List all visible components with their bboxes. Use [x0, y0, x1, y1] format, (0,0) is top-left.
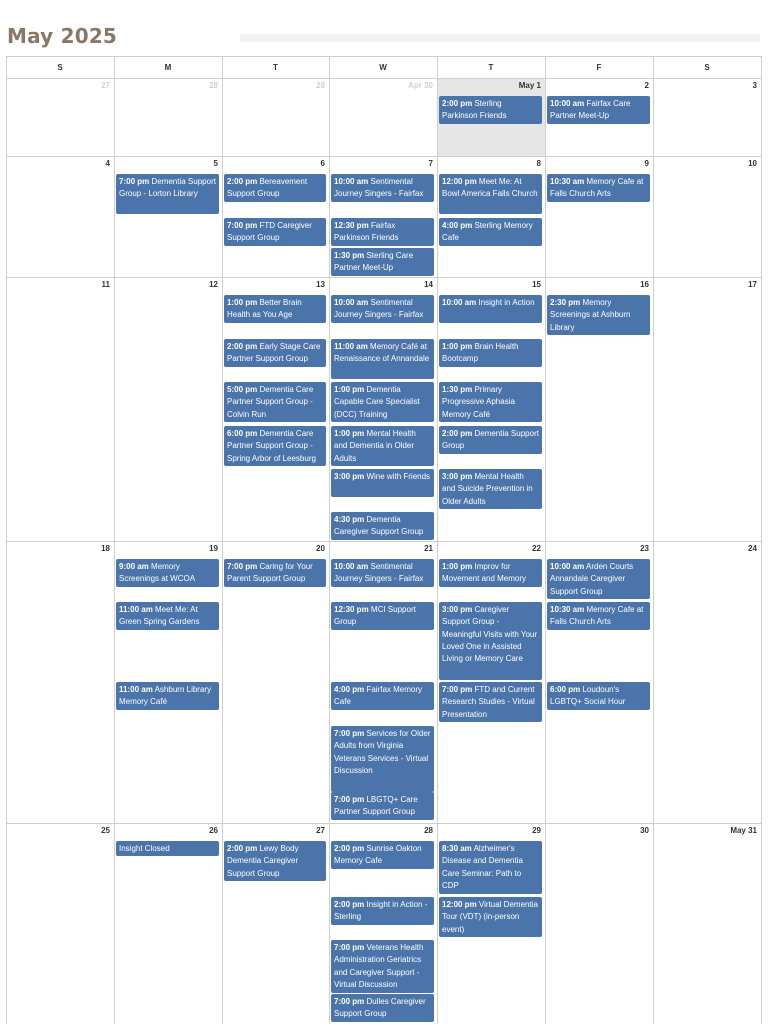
event-title: LBGTQ+ Care Partner Support Group	[334, 795, 418, 817]
event-title: Loudoun's LGBTQ+ Social Hour	[550, 685, 626, 707]
event-title: Memory Screenings at Ashburn Library	[550, 298, 631, 332]
event-time: 2:00 pm	[227, 844, 258, 853]
weekday-header: F	[596, 63, 602, 72]
event-time: 11:00 am	[119, 605, 153, 614]
event-title: Dementia Caregiver Support Group	[334, 515, 424, 537]
event-item[interactable]	[116, 174, 219, 214]
event-time: 10:00 am	[550, 562, 585, 571]
event-title: Dulles Caregiver Support Group	[334, 997, 426, 1019]
event-time: 12:30 pm	[334, 605, 369, 614]
event-time: 2:00 pm	[334, 844, 365, 853]
event-item[interactable]	[547, 602, 650, 630]
event-item[interactable]	[224, 174, 326, 202]
event-item[interactable]	[331, 559, 434, 587]
grid-vline	[545, 56, 546, 1024]
event-time: 3:00 pm	[334, 472, 365, 481]
event-item[interactable]	[116, 602, 219, 630]
day-number: 18	[101, 544, 110, 553]
event-title: Dementia Care Partner Support Group - Colvin Run	[227, 385, 314, 419]
event-title: Improv for Movement and Memory	[442, 562, 527, 584]
event-title: Memory Café at Renaissance of Annandale	[334, 342, 430, 364]
event-time: 7:00 pm	[334, 795, 365, 804]
event-item[interactable]	[439, 469, 542, 509]
event-item[interactable]	[331, 841, 434, 869]
event-title: Memory Screenings at WCOA	[119, 562, 196, 584]
event-title: FTD Caregiver Support Group	[227, 221, 312, 243]
event-item[interactable]	[331, 248, 434, 276]
day-number: 14	[424, 280, 433, 289]
day-number: 5	[213, 159, 218, 168]
event-title: Sentimental Journey Singers - Fairfax	[334, 177, 424, 199]
event-title: Insight in Action	[478, 298, 535, 307]
weekday-header: S	[57, 63, 63, 72]
event-item[interactable]	[547, 295, 650, 335]
event-item[interactable]	[331, 426, 434, 466]
event-time: 8:30 am	[442, 844, 472, 853]
event-title: Bereavement Support Group	[227, 177, 308, 199]
event-title: Caregiver Support Group - Meaningful Visits with Your Loved One in Assisted Living or Memory Care	[442, 605, 538, 664]
event-title: Brain Health Bootcamp	[442, 342, 519, 364]
event-item[interactable]	[224, 559, 326, 587]
grid-hline	[6, 156, 762, 157]
event-time: 3:00 pm	[442, 605, 473, 614]
event-time: 2:30 pm	[550, 298, 581, 307]
event-time: 1:00 pm	[227, 298, 258, 307]
event-item[interactable]	[331, 897, 434, 925]
event-title: Services for Older Adults from Virginia Veterans Services - Virtual Discussion	[334, 729, 431, 775]
day-number: 3	[752, 81, 757, 90]
event-time: 7:00 pm	[334, 943, 365, 952]
event-time: 2:00 pm	[227, 342, 258, 351]
grid-hline	[6, 541, 762, 542]
day-number: 27	[101, 81, 110, 90]
event-time: 2:00 pm	[442, 429, 473, 438]
day-number: Apr 30	[408, 81, 433, 90]
event-item[interactable]	[331, 602, 434, 630]
event-item[interactable]	[439, 218, 542, 246]
event-item[interactable]	[116, 841, 219, 856]
event-title: Memory Cafe at Falls Church Arts	[550, 177, 644, 199]
event-title: Primary Progressive Aphasia Memory Café	[442, 385, 515, 419]
grid-vline	[437, 56, 438, 1024]
event-item[interactable]	[439, 295, 542, 323]
event-title: Wine with Friends	[366, 472, 431, 481]
event-title: Sentimental Journey Singers - Fairfax	[334, 298, 424, 320]
day-number: 29	[532, 826, 541, 835]
event-time: 1:00 pm	[442, 562, 473, 571]
day-number: May 31	[730, 826, 757, 835]
event-item[interactable]	[331, 994, 434, 1022]
event-item[interactable]	[439, 897, 542, 937]
event-title: Caring for Your Parent Support Group	[227, 562, 313, 584]
event-time: 2:00 pm	[227, 177, 258, 186]
event-item[interactable]	[439, 339, 542, 367]
event-title: Mental Health and Suicide Prevention in Older Adults	[442, 472, 533, 506]
event-item[interactable]	[547, 682, 650, 710]
day-number: 26	[209, 826, 218, 835]
event-time: 10:00 am	[334, 298, 369, 307]
event-item[interactable]	[224, 382, 326, 422]
event-item[interactable]	[224, 218, 326, 246]
event-title: Fairfax Parkinson Friends	[334, 221, 399, 243]
day-number: May 1	[518, 81, 541, 90]
event-item[interactable]	[547, 174, 650, 202]
event-title: Better Brain Health as You Age	[227, 298, 302, 320]
event-time: 10:00 am	[334, 177, 369, 186]
event-time: 10:30 am	[550, 177, 585, 186]
event-title: Dementia Support Group - Lorton Library	[119, 177, 216, 199]
event-title: Mental Health and Dementia in Older Adults	[334, 429, 416, 463]
weekday-header: T	[488, 63, 494, 72]
event-time: 2:00 pm	[442, 99, 473, 108]
event-title: Sentimental Journey Singers - Fairfax	[334, 562, 424, 584]
event-item[interactable]	[224, 841, 326, 881]
day-number: 21	[424, 544, 433, 553]
day-number: 7	[428, 159, 433, 168]
event-item[interactable]	[439, 841, 542, 894]
day-number: 28	[209, 81, 218, 90]
day-number: 6	[320, 159, 325, 168]
event-item[interactable]	[439, 96, 542, 124]
event-title: Meet Me: At Bowl America Falls Church	[442, 177, 538, 199]
event-title: Fairfax Care Partner Meet-Up	[550, 99, 631, 121]
day-number: 29	[316, 81, 325, 90]
event-title: Alzheimer's Disease and Dementia Care Seminar: Path to CDP	[442, 844, 523, 890]
event-item[interactable]	[547, 96, 650, 124]
event-time: 12:30 pm	[334, 221, 369, 230]
day-number: 2	[644, 81, 649, 90]
event-time: 1:00 pm	[334, 429, 365, 438]
day-number: 28	[424, 826, 433, 835]
day-number: 17	[748, 280, 757, 289]
event-time: 7:00 pm	[227, 221, 258, 230]
event-time: 5:00 pm	[227, 385, 258, 394]
event-item[interactable]	[224, 295, 326, 323]
event-time: 7:00 pm	[442, 685, 473, 694]
event-item[interactable]	[331, 295, 434, 323]
event-time: 9:00 am	[119, 562, 149, 571]
event-time: 11:00 am	[119, 685, 153, 694]
event-title: Sunrise Oakton Memory Cafe	[334, 844, 422, 866]
event-time: 4:00 pm	[442, 221, 473, 230]
day-number: 4	[105, 159, 110, 168]
event-item[interactable]	[331, 512, 434, 540]
event-item[interactable]	[331, 382, 434, 422]
grid-hline	[6, 277, 762, 278]
event-item[interactable]	[331, 726, 434, 792]
event-time: 7:00 pm	[119, 177, 150, 186]
event-title: Ashburn Library Memory Café	[119, 685, 212, 707]
event-item[interactable]	[439, 559, 542, 587]
event-title: Meet Me: At Green Spring Gardens	[119, 605, 200, 627]
event-time: 6:00 pm	[550, 685, 581, 694]
event-time: 12:00 pm	[442, 177, 477, 186]
day-number: 20	[316, 544, 325, 553]
event-item[interactable]	[439, 382, 542, 422]
event-time: 11:00 am	[334, 342, 368, 351]
event-item[interactable]	[331, 682, 434, 710]
day-number: 27	[316, 826, 325, 835]
grid-vline	[114, 56, 115, 1024]
event-item[interactable]	[331, 174, 434, 202]
event-title: Insight in Action - Sterling	[334, 900, 428, 922]
event-item[interactable]	[331, 469, 434, 497]
event-item[interactable]	[116, 559, 219, 587]
event-time: 2:00 pm	[334, 900, 365, 909]
event-item[interactable]	[224, 426, 326, 466]
day-number: 24	[748, 544, 757, 553]
event-item[interactable]	[331, 218, 434, 246]
event-title: Insight Closed	[119, 844, 170, 853]
day-number: 8	[536, 159, 541, 168]
event-time: 6:00 pm	[227, 429, 258, 438]
event-item[interactable]	[439, 174, 542, 214]
event-time: 10:00 am	[334, 562, 369, 571]
event-item[interactable]	[224, 339, 326, 367]
grid-vline	[329, 56, 330, 1024]
event-item[interactable]	[116, 682, 219, 710]
event-item[interactable]	[439, 682, 542, 722]
header-divider	[240, 34, 760, 42]
event-item[interactable]	[331, 792, 434, 820]
weekday-header: T	[273, 63, 278, 72]
day-number: 12	[209, 280, 218, 289]
weekday-header: S	[704, 63, 710, 72]
event-item[interactable]	[331, 940, 434, 993]
event-time: 7:00 pm	[227, 562, 258, 571]
event-time: 10:00 am	[442, 298, 477, 307]
weekday-header: W	[379, 63, 387, 72]
grid-vline	[222, 56, 223, 1024]
day-number: 15	[532, 280, 541, 289]
event-time: 4:00 pm	[334, 685, 365, 694]
event-time: 10:00 am	[550, 99, 585, 108]
event-title: Sterling Care Partner Meet-Up	[334, 251, 414, 273]
event-item[interactable]	[547, 559, 650, 599]
event-time: 1:30 pm	[442, 385, 473, 394]
day-number: 23	[640, 544, 649, 553]
event-title: FTD and Current Research Studies - Virtual Presentation	[442, 685, 535, 719]
event-item[interactable]	[439, 426, 542, 454]
event-time: 4:30 pm	[334, 515, 365, 524]
event-time: 1:00 pm	[334, 385, 365, 394]
day-number: 9	[644, 159, 649, 168]
event-time: 12:00 pm	[442, 900, 477, 909]
event-title: Sterling Parkinson Friends	[442, 99, 507, 121]
day-number: 22	[532, 544, 541, 553]
day-number: 16	[640, 280, 649, 289]
event-title: Dementia Care Partner Support Group - Spring Arbor of Leesburg	[227, 429, 316, 463]
event-time: 7:00 pm	[334, 997, 365, 1006]
day-number: 11	[101, 280, 110, 289]
event-title: Arden Courts Annandale Caregiver Support Group	[550, 562, 634, 596]
day-number: 30	[640, 826, 649, 835]
event-time: 7:00 pm	[334, 729, 365, 738]
event-time: 1:30 pm	[334, 251, 365, 260]
event-item[interactable]	[331, 339, 434, 379]
day-number: 10	[748, 159, 757, 168]
weekday-header: M	[164, 63, 172, 72]
event-title: Fairfax Memory Cafe	[334, 685, 423, 707]
page-title: May 2025	[7, 24, 118, 48]
event-title: Lewy Body Dementia Caregiver Support Group	[227, 844, 299, 878]
day-number: 19	[209, 544, 218, 553]
grid-hline	[6, 823, 762, 824]
day-number: 13	[316, 280, 325, 289]
event-title: MCI Support Group	[334, 605, 416, 627]
day-number: 25	[101, 826, 110, 835]
event-item[interactable]	[439, 602, 542, 680]
event-title: Dementia Support Group	[442, 429, 539, 451]
grid-hline	[6, 78, 762, 79]
event-title: Dementia Capable Care Specialist (DCC) Training	[334, 385, 420, 419]
event-title: Virtual Dementia Tour (VDT) (in-person event)	[442, 900, 538, 934]
event-time: 3:00 pm	[442, 472, 473, 481]
event-time: 1:00 pm	[442, 342, 473, 351]
event-title: Memory Cafe at Falls Church Arts	[550, 605, 644, 627]
event-time: 10:30 am	[550, 605, 585, 614]
grid-vline	[653, 56, 654, 1024]
event-title: Early Stage Care Partner Support Group	[227, 342, 321, 364]
event-title: Sterling Memory Cafe	[442, 221, 533, 243]
event-title: Veterans Health Administration Geriatrics and Caregiver Support - Virtual Discussion	[334, 943, 424, 989]
